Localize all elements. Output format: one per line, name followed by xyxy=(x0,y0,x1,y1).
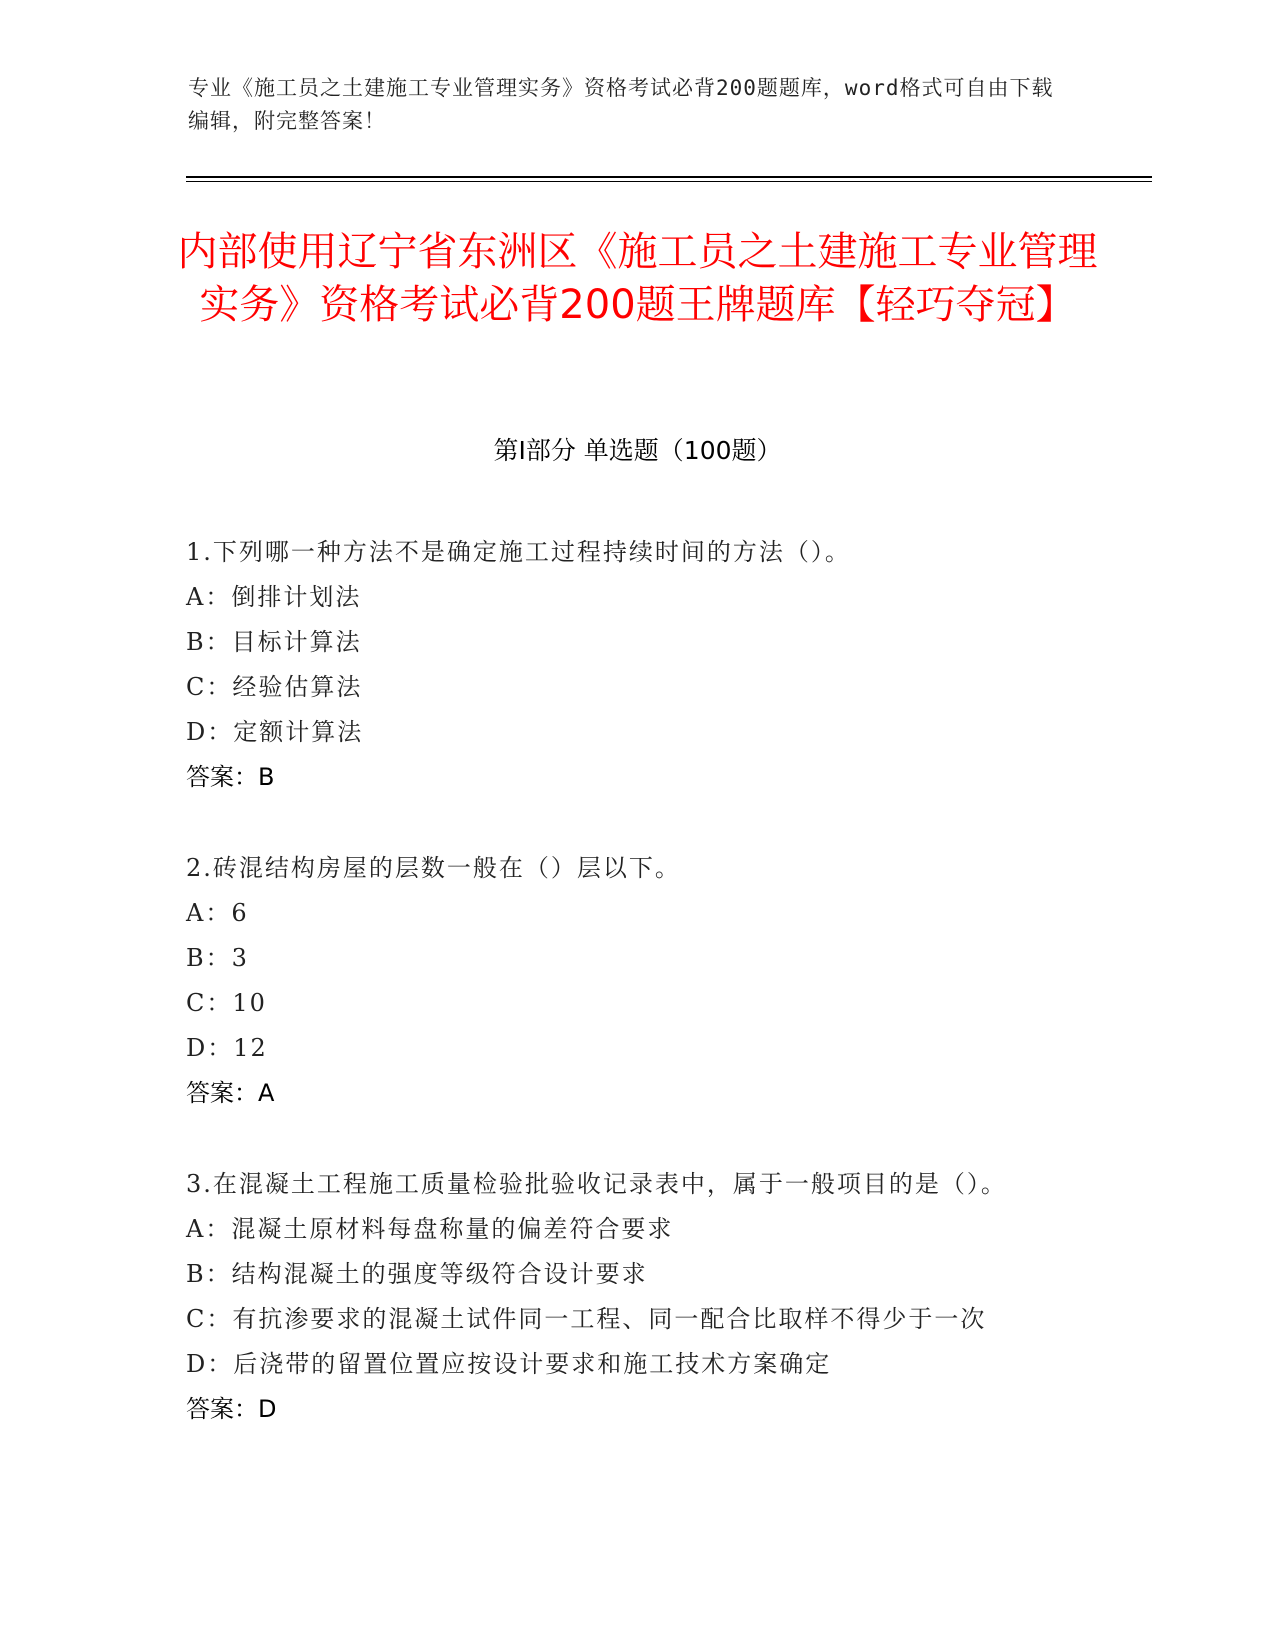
option-a: A：倒排计划法 xyxy=(186,583,362,611)
question-2 xyxy=(186,846,1086,1116)
answer-value: B xyxy=(258,763,275,791)
document-title: 内部使用辽宁省东洲区《施工员之土建施工专业管理实务》资格考试必背200题王牌题库【轻巧夺冠】 xyxy=(177,229,1098,328)
option-d: D：定额计算法 xyxy=(186,718,364,746)
question-list xyxy=(186,530,1086,1478)
question-stem: 2.砖混结构房屋的层数一般在（）层以下。 xyxy=(186,854,681,882)
option-d: D：12 xyxy=(186,1034,268,1062)
answer-label: 答案： xyxy=(186,763,258,791)
option-b: B：3 xyxy=(186,944,249,972)
option-a: A：6 xyxy=(186,899,249,927)
answer-value: A xyxy=(258,1079,275,1107)
question-3 xyxy=(186,1162,1086,1432)
option-a: A：混凝土原材料每盘称量的偏差符合要求 xyxy=(186,1215,674,1243)
option-c: C：经验估算法 xyxy=(186,673,363,701)
header-rule-thin xyxy=(186,181,1152,182)
answer-line xyxy=(186,755,1086,800)
question-1 xyxy=(186,530,1086,800)
answer-label: 答案： xyxy=(186,1395,258,1423)
answer-line xyxy=(186,1071,1086,1116)
question-stem: 3.在混凝土工程施工质量检验批验收记录表中，属于一般项目的是（）。 xyxy=(186,1170,1007,1198)
question-stem: 1.下列哪一种方法不是确定施工过程持续时间的方法（）。 xyxy=(186,538,851,566)
answer-value: D xyxy=(258,1395,277,1423)
option-d: D：后浇带的留置位置应按设计要求和施工技术方案确定 xyxy=(186,1350,832,1378)
header-note: 专业《施工员之土建施工专业管理实务》资格考试必背200题题库，word格式可自由下载编辑，附完整答案！ xyxy=(188,76,1054,133)
header-rule-thick xyxy=(186,176,1152,178)
answer-label: 答案： xyxy=(186,1079,258,1107)
option-b: B：目标计算法 xyxy=(186,628,362,656)
option-c: C：有抗渗要求的混凝土试件同一工程、同一配合比取样不得少于一次 xyxy=(186,1305,987,1333)
option-c: C：10 xyxy=(186,989,267,1017)
answer-line xyxy=(186,1387,1086,1432)
section-heading: 第I部分 单选题（100题） xyxy=(493,436,782,465)
option-b: B：结构混凝土的强度等级符合设计要求 xyxy=(186,1260,648,1288)
